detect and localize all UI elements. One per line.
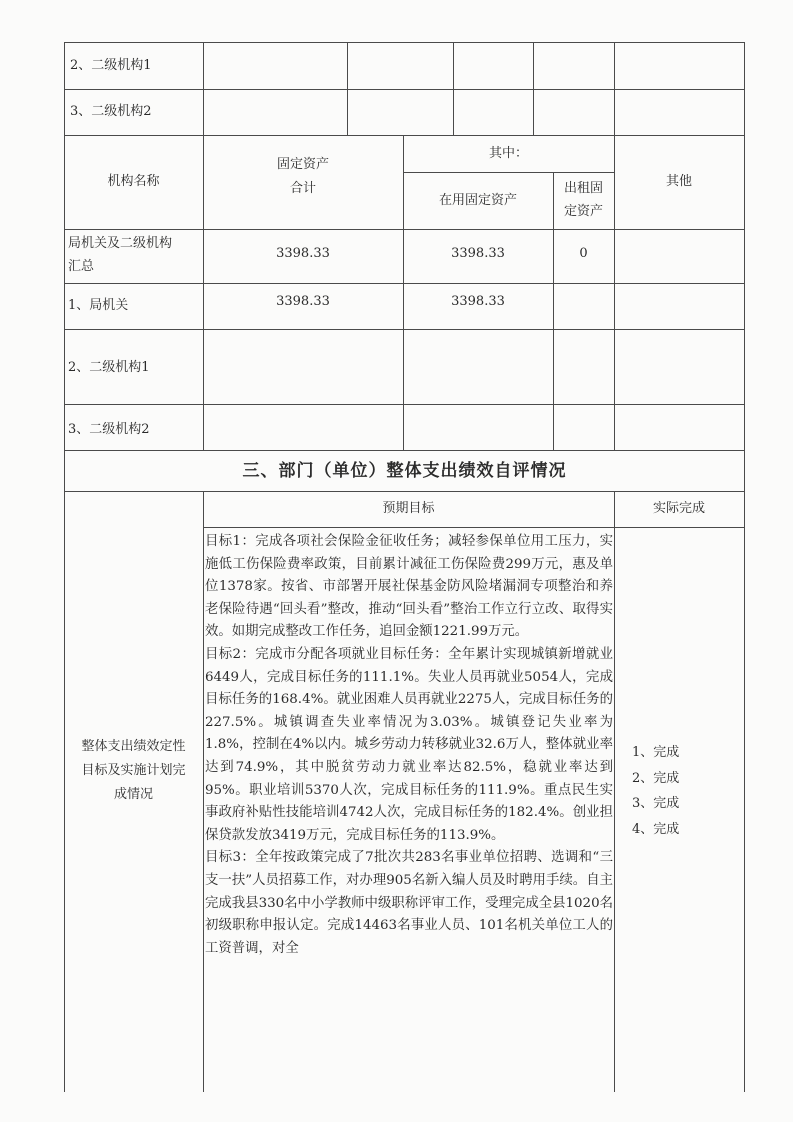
row-name: 1、局机关 [68,298,129,313]
goal-paragraph: 目标2：完成市分配各项就业目标任务：全年累计实现城镇新增就业6449人，完成目标任务的111.1%。失业人员再就业5054人，完成目标任务的168.4%。就业困难人员再就业2275人，完成目标任务的227.5%。城镇调查失业率情况为3.03%。城镇登记失业率为1.8%，控制在4%以内。城乡劳动力转移就业32.6万人，整体就业率达到74.9%，其中脱贫劳动力就业率达82.5%，稳就业率达到95%。职业培训5370人次，完成目标任务的111.9%。重点民生实事政府补贴性技能培训4742人次，完成目标任务的182.4%。创业担保贷款发放3419万元，完成目标任务的113.9%。 [205,646,613,843]
row-label-line: 成情况 [113,787,153,802]
goals-text [205,531,613,960]
top-row-label: 3、二级机构2 [70,104,152,119]
cell-total: 3398.33 [276,294,330,309]
completion-list [632,740,722,842]
top-row-label: 2、二级机构1 [70,58,152,73]
header-among: 其中： [488,146,528,161]
section-title: 三、部门（单位）整体支出绩效自评情况 [242,461,567,481]
completion-item: 1、完成 [632,745,680,760]
row-name: 局机关及二级机构 [68,236,173,251]
expected-goal-header: 预期目标 [382,501,435,516]
cell-total: 3398.33 [276,246,330,261]
row-label-line: 目标及实施计划完 [81,763,186,778]
header-rented-out-line2: 定资产 [563,204,603,219]
header-org-name: 机构名称 [107,174,160,189]
header-rented-out: 出租固 [563,181,603,196]
cell-in-use: 3398.33 [451,246,505,261]
cell-rented: 0 [579,246,588,261]
header-other: 其他 [665,174,692,189]
completion-item: 4、完成 [632,821,680,837]
header-fixed-assets-total: 固定资产 [276,157,329,172]
completion-item: 2、完成 [632,770,680,786]
row-name: 3、二级机构2 [68,422,150,437]
row-label [64,735,203,807]
goal-paragraph: 目标3：全年按政策完成了7批次共283名事业单位招聘、选调和“三支一扶”人员招募工作，对办理905名新入编人员及时聘用手续。自主完成我县330名中小学教师中级职称评审工作，受理完成全县1020名初级职称申报认定。完成14463名事业人员、101名机关单位工人的工资普调，对全 [205,850,613,956]
completion-item: 3、完成 [632,796,680,811]
actual-completion-header: 实际完成 [652,501,705,516]
goal-paragraph: 目标1：完成各项社会保险金征收任务；减轻参保单位用工压力，实施低工伤保险费率政策，目前累计减征工伤保险费299万元，惠及单位1378家。按省、市部署开展社保基金防风险堵漏洞专项整治和养老保险待遇“回头看”整改，推动“回头看”整治工作立行立改、取得实效。如期完成整改工作任务，追回金额1221.99万元。 [205,534,613,640]
row-label-line: 整体支出绩效定性 [81,739,186,754]
header-fixed-assets-total-line2: 合计 [289,181,316,196]
header-in-use: 在用固定资产 [438,193,517,208]
cell-in-use: 3398.33 [451,294,505,309]
row-name: 2、二级机构1 [68,360,150,375]
row-name-line2: 汇总 [68,259,95,274]
